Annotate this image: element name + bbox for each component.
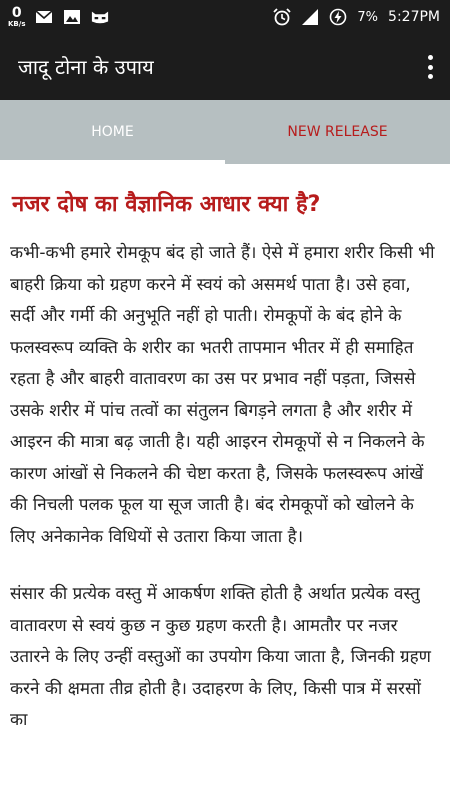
network-speed-unit: KB/s <box>8 20 26 28</box>
status-left <box>8 0 109 34</box>
app-title: जादू टोना के उपाय <box>18 55 154 79</box>
app-bar <box>0 34 450 100</box>
tab-home[interactable]: HOME <box>91 124 134 140</box>
alarm-icon <box>273 8 291 26</box>
battery-charging-icon <box>329 8 347 26</box>
tab-new-release[interactable]: NEW RELEASE <box>287 124 388 140</box>
mail-icon <box>35 8 53 26</box>
article-heading: नजर दोष का वैज्ञानिक आधार क्या है? <box>12 192 321 217</box>
article-paragraph: कभी-कभी हमारे रोमकूप बंद हो जाते हैं। ऐसे में हमारा शरीर किसी भी बाहरी क्रिया को ग्रहण करने में स्वयं को असमर्थ पाता है। उसे हवा, सर्दी और गर्मी की अनुभूति नहीं हो पाती। रोमकूपों के बंद होने के फलस्वरूप व्यक्ति के शरीर का भतरी तापमान भीतर में ही समाहित रहता है और बाहरी वातावरण का उस पर प्रभाव नहीं पड़ता, जिससे उसके शरीर में पांच तत्वों का संतुलन बिगड़ने लगता है और शरीर में आइरन की मात्रा बढ़ जाती है। यही आइरन रोमकूपों से न निकलने के कारण आंखों से निकलने की चेष्टा करता है, जिसके फलस्वरूप आंखें की निचली पलक फूल या सूज जाती है। बंद रोमकूपों को खोलने के लिए अनेकानेक विधियों से उतारा किया जाता है। <box>10 243 435 547</box>
overflow-dot <box>428 55 433 60</box>
network-speed <box>8 6 25 28</box>
status-bar <box>0 0 450 34</box>
overflow-dot <box>428 65 433 70</box>
clock: 5:27PM <box>388 9 440 25</box>
article-paragraph: संसार की प्रत्येक वस्तु में आकर्षण शक्ति होती है अर्थात प्रत्येक वस्तु वातावरण से स्वयं कुछ न कुछ ग्रहण करती है। आमतौर पर नजर उतारने के लिए उन्हीं वस्तुओं का उपयोग किया जाता है, जिनकी ग्रहण करने की क्षमता तीव्र होती है। उदाहरण के लिए, किसी पात्र में सरसों का <box>10 584 431 730</box>
battery-percent: 7% <box>357 9 379 25</box>
network-speed-value: 0 <box>11 5 22 21</box>
overflow-dot <box>428 74 433 79</box>
status-right <box>273 0 440 34</box>
image-icon <box>63 8 81 26</box>
cat-face-icon <box>91 8 109 26</box>
article-content[interactable] <box>0 164 450 800</box>
tab-bar <box>0 100 450 164</box>
overflow-menu-icon[interactable] <box>424 55 436 79</box>
signal-icon <box>301 8 319 26</box>
